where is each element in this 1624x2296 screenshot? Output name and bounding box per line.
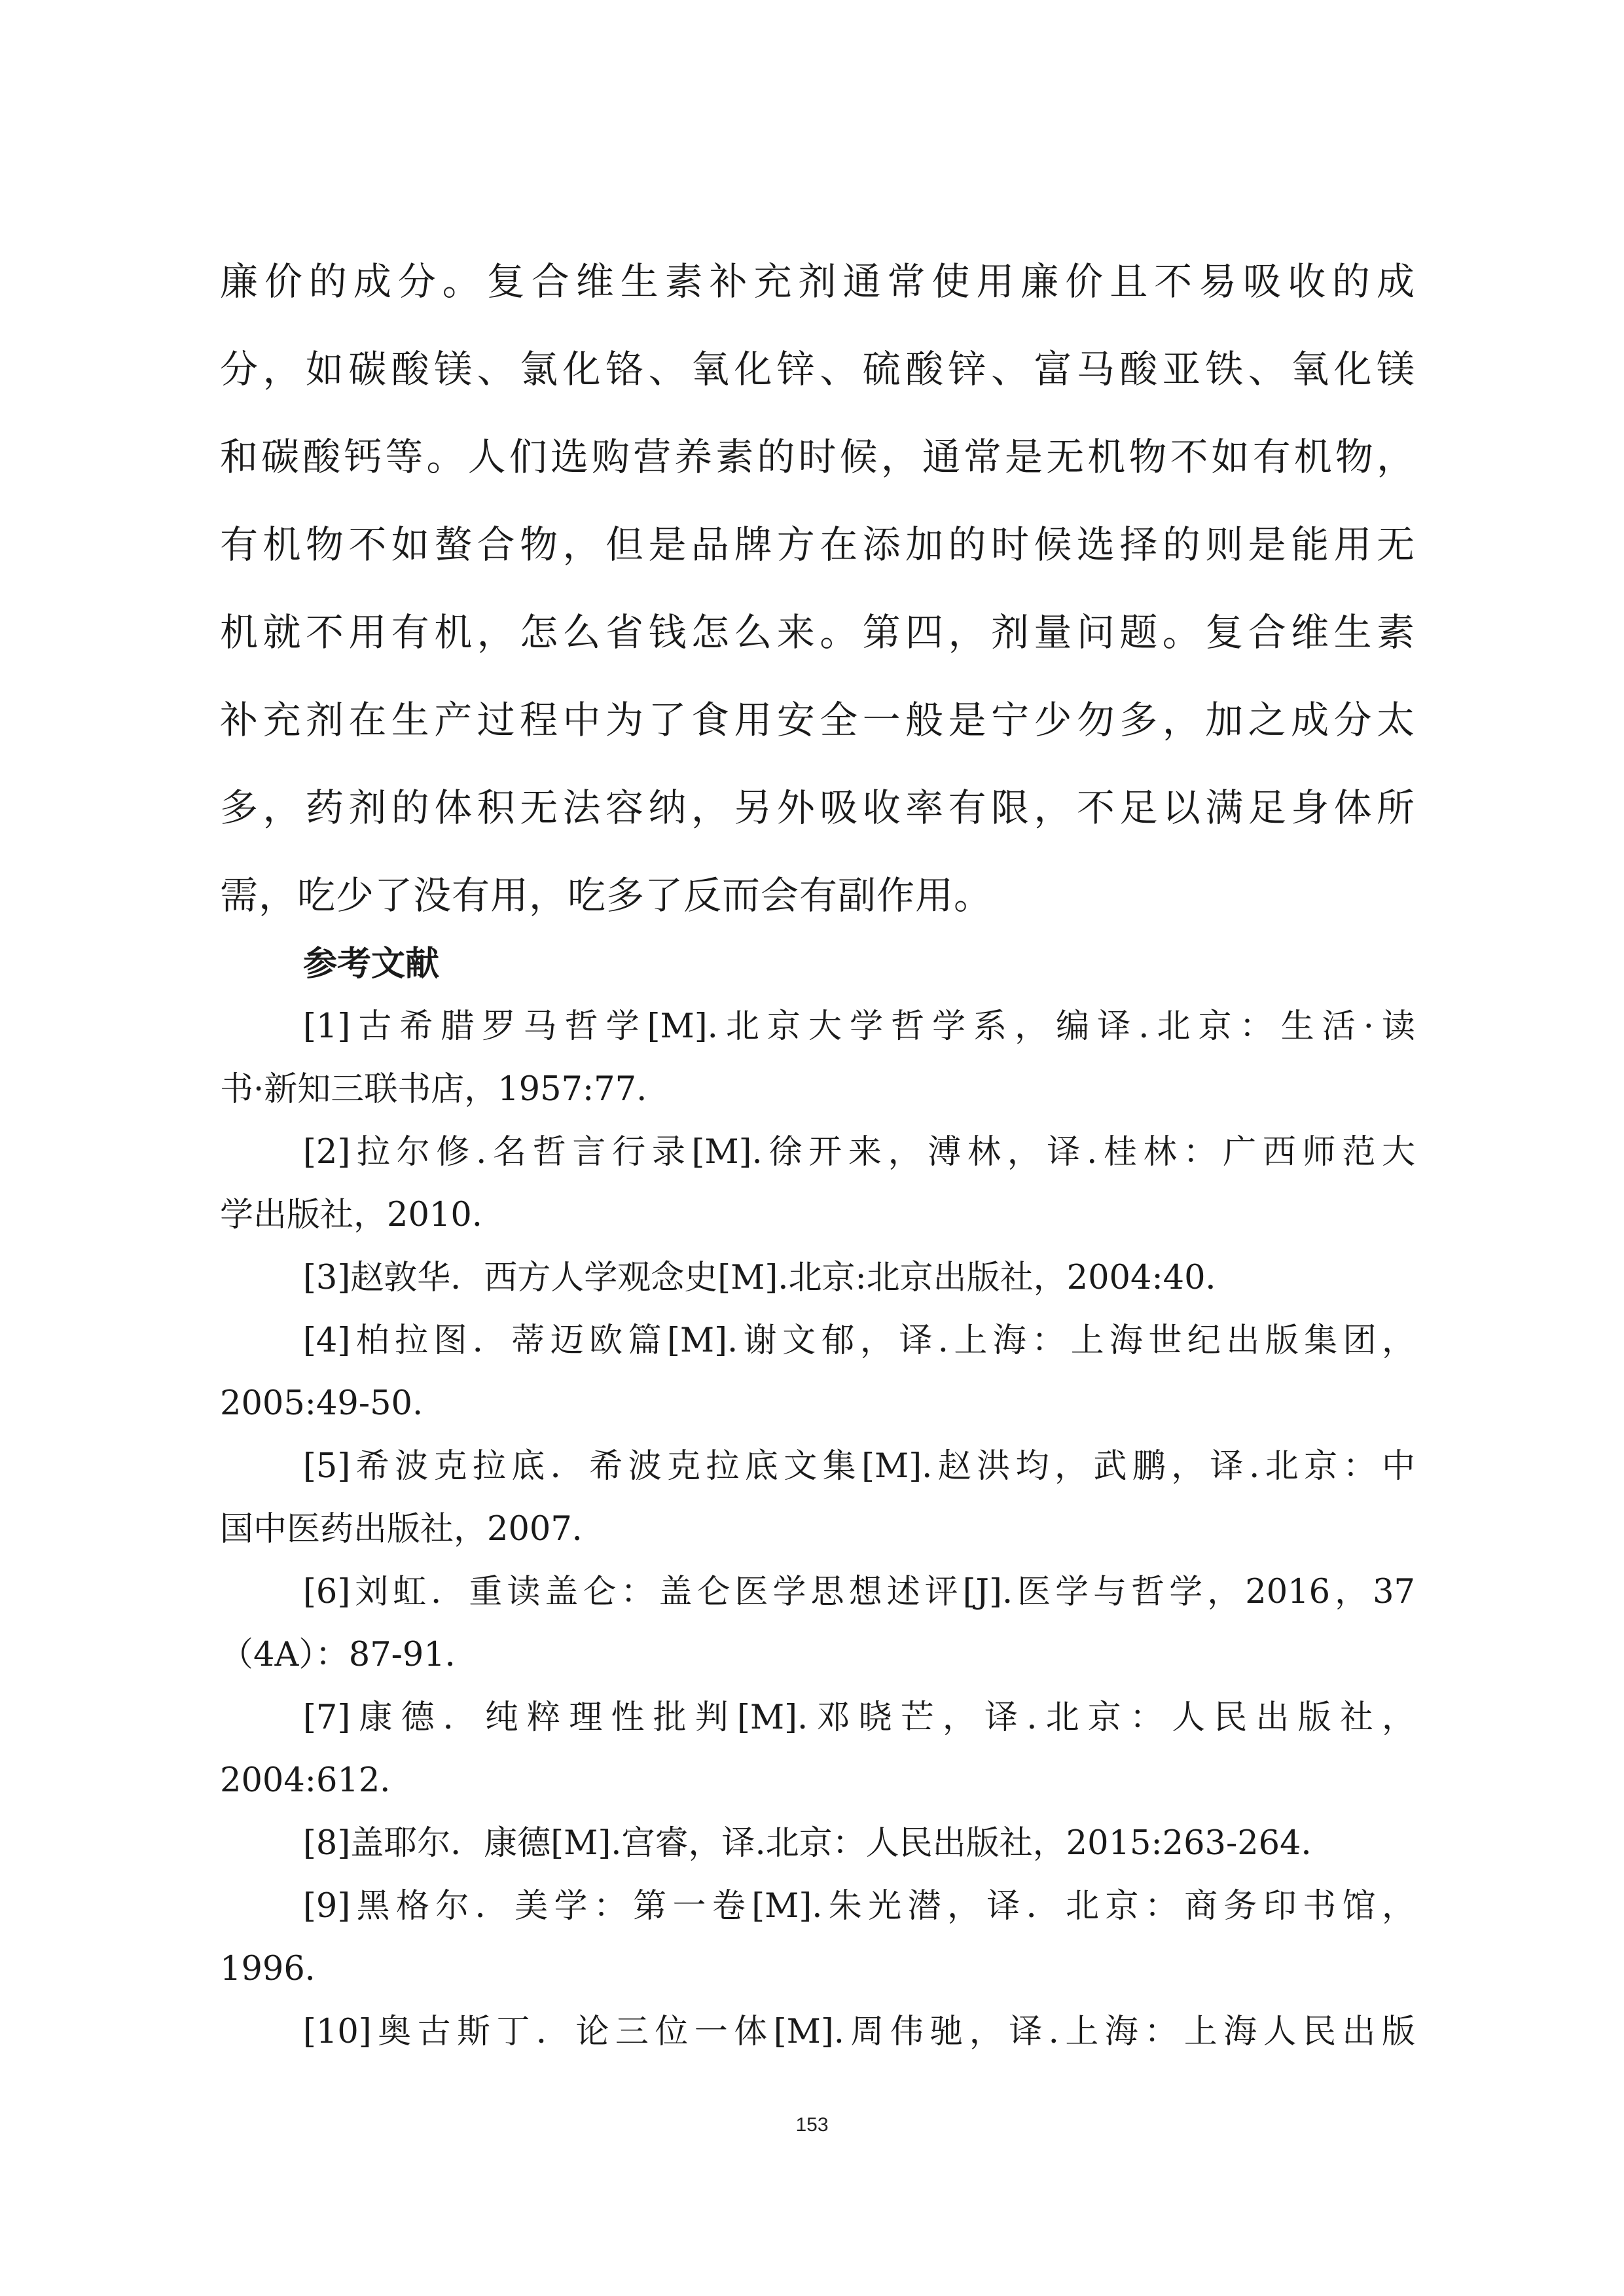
reference-entry (220, 1564, 1415, 1690)
reference-first-line: [4]柏拉图．蒂迈欧篇[M].谢文郁，译.上海：上海世纪出版集团， (303, 1321, 1415, 1360)
reference-entry (220, 1439, 1415, 1564)
reference-continuation-line: 2004:612． (220, 1761, 414, 1800)
reference-first-line: [7]康德．纯粹理性批判[M].邓晓芒，译.北京：人民出版社， (303, 1698, 1415, 1737)
body-line: 和碳酸钙等。人们选购营养素的时候，通常是无机物不如有机物， (220, 435, 1415, 479)
body-line: 补充剂在生产过程中为了食用安全一般是宁少勿多，加之成分太 (220, 698, 1415, 742)
reference-entry (220, 1878, 1415, 2004)
reference-continuation-line: 书·新知三联书店，1957:77. (220, 1070, 647, 1109)
reference-first-line: [2]拉尔修.名哲言行录[M].徐开来，溥林，译.桂林：广西师范大 (303, 1133, 1415, 1172)
reference-first-line: [3]赵敦华．西方人学观念史[M].北京:北京出版社，2004:40． (303, 1259, 1239, 1297)
reference-continuation-line: （4A）：87-91． (220, 1636, 478, 1674)
reference-entry (220, 1124, 1415, 1250)
reference-first-line: [8]盖耶尔．康德[M].宫睿，译.北京：人民出版社，2015:263-264． (303, 1824, 1335, 1863)
references-heading: 参考文献 (303, 944, 440, 984)
reference-entry (220, 1816, 1415, 1878)
references-section (220, 936, 1415, 2067)
reference-first-line: [6]刘虹．重读盖仑：盖仑医学思想述评[J].医学与哲学，2016，37 (303, 1573, 1415, 1611)
reference-continuation-line: 1996． (220, 1950, 338, 1988)
body-line: 有机物不如螯合物，但是品牌方在添加的时候选择的则是能用无 (220, 522, 1415, 567)
reference-first-line: [10]奥古斯丁．论三位一体[M].周伟驰，译.上海：上海人民出版 (303, 2013, 1415, 2051)
reference-entry (220, 1313, 1415, 1439)
reference-continuation-line: 2005:49-50. (220, 1384, 424, 1423)
body-line: 机就不用有机，怎么省钱怎么来。第四，剂量问题。复合维生素 (220, 610, 1415, 655)
body-paragraph (220, 247, 1415, 949)
reference-first-line: [1]古希腊罗马哲学[M].北京大学哲学系，编译.北京：生活·读 (303, 1007, 1415, 1046)
reference-first-line: [9]黑格尔．美学：第一卷[M].朱光潜，译．北京：商务印书馆， (303, 1887, 1415, 1926)
body-line: 廉价的成分。复合维生素补充剂通常使用廉价且不易吸收的成 (220, 259, 1415, 304)
reference-entry (220, 999, 1415, 1124)
reference-continuation-line: 学出版社，2010. (220, 1196, 483, 1234)
reference-entry (220, 1690, 1415, 1816)
body-line: 多，药剂的体积无法容纳，另外吸收率有限，不足以满足身体所 (220, 785, 1415, 830)
page-number: 153 (795, 2114, 829, 2136)
reference-first-line: [5]希波克拉底．希波克拉底文集[M].赵洪均，武鹏，译.北京：中 (303, 1447, 1415, 1486)
reference-continuation-line: 国中医药出版社，2007． (220, 1510, 605, 1549)
reference-entry (220, 1250, 1415, 1313)
body-line: 需，吃少了没有用，吃多了反而会有副作用。 (220, 873, 993, 918)
body-line: 分，如碳酸镁、氯化铬、氧化锌、硫酸锌、富马酸亚铁、氧化镁 (220, 347, 1415, 391)
reference-entry (220, 2004, 1415, 2067)
